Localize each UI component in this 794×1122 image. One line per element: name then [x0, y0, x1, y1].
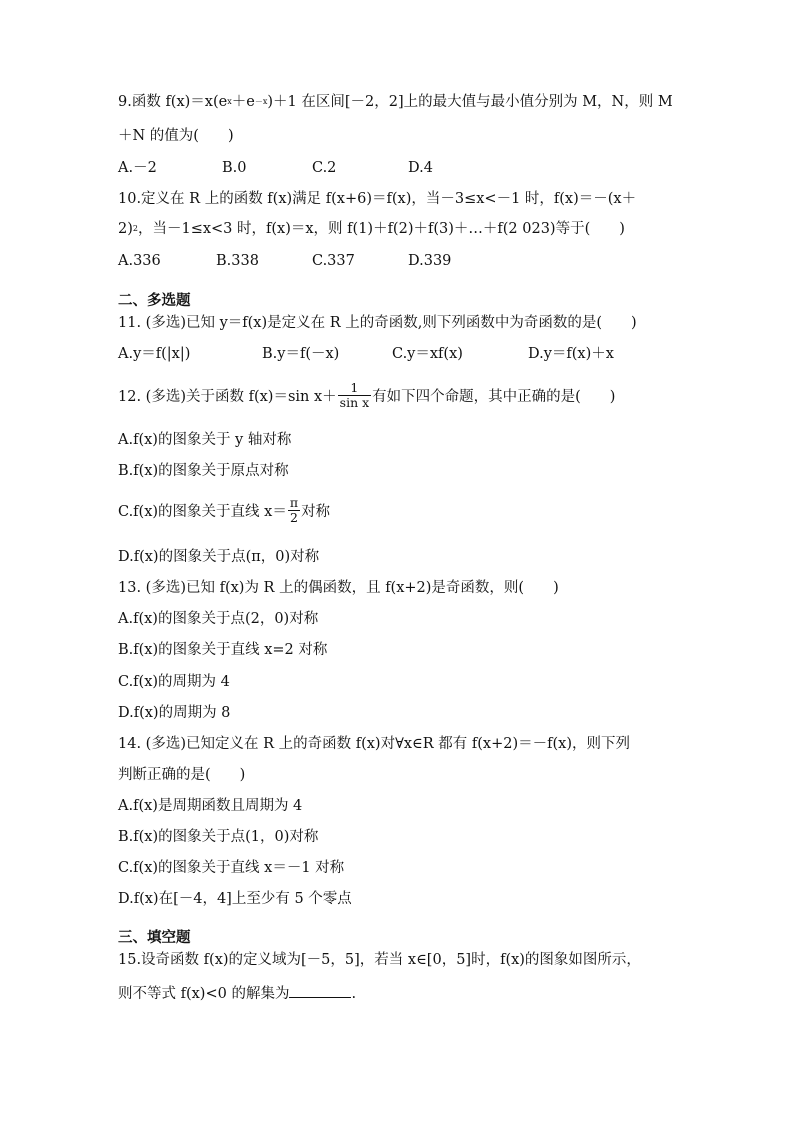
q9-text-b: ＋e	[231, 94, 255, 110]
q9-text-c: )＋1 在区间[－2，2]上的最大值与最小值分别为 M，N，则 M	[267, 94, 673, 110]
q9-option-d: D.4	[408, 160, 433, 176]
q13-option-b: B.f(x)的图象关于直线 x=2 对称	[118, 642, 328, 658]
q9-text-a: 9.函数 f(x)＝x(e	[118, 94, 228, 110]
answer-blank[interactable]	[289, 983, 351, 998]
q10-option-a: A.336	[118, 253, 161, 269]
q12-option-d: D.f(x)的图象关于点(π，0)对称	[118, 549, 320, 565]
q13-option-a: A.f(x)的图象关于点(2，0)对称	[118, 611, 319, 627]
section-heading-fill-blank: 三、填空题	[118, 930, 191, 946]
q13-line1: 13. (多选)已知 f(x)为 R 上的偶函数，且 f(x+2)是奇函数，则( )	[118, 580, 559, 596]
q14-option-d: D.f(x)在[－4，4]上至少有 5 个零点	[118, 891, 352, 907]
q14-option-b: B.f(x)的图象关于点(1，0)对称	[118, 829, 319, 845]
q14-line1: 14. (多选)已知定义在 R 上的奇函数 f(x)对∀x∈R 都有 f(x+2)＝－f(x)，则下列	[118, 736, 630, 752]
q9-option-a: A.－2	[118, 160, 157, 176]
q14-line2: 判断正确的是( )	[118, 767, 246, 783]
q9-line2: ＋N 的值为( )	[118, 128, 234, 144]
q12-option-c-denominator: 2	[289, 509, 298, 525]
q14-option-a: A.f(x)是周期函数且周期为 4	[118, 798, 303, 814]
q15-line1: 15.设奇函数 f(x)的定义域为[－5，5]，若当 x∈[0，5]时，f(x)的图象如图所示，	[118, 952, 641, 968]
q9-option-c: C.2	[312, 160, 337, 176]
q11-line1: 11. (多选)已知 y＝f(x)是定义在 R 上的奇函数,则下列函数中为奇函数的是( )	[118, 315, 637, 331]
q9-option-b: B.0	[222, 160, 247, 176]
section-heading-multi-choice: 二、多选题	[118, 293, 191, 309]
q10-option-d: D.339	[408, 253, 452, 269]
q14-option-c: C.f(x)的图象关于直线 x＝－1 对称	[118, 860, 345, 876]
q15-text-a: 则不等式 f(x)<0 的解集为	[118, 986, 290, 1002]
q12-option-c-text-a: C.f(x)的图象关于直线 x＝	[118, 504, 287, 520]
q10-text-b: ，当－1≤x<3 时，f(x)＝x，则 f(1)＋f(2)＋f(3)＋…＋f(2 023)等于( )	[137, 221, 625, 237]
q10-option-c: C.337	[312, 253, 355, 269]
q10-exp: 2	[132, 224, 138, 233]
q15-line2	[118, 983, 356, 1004]
q12-option-b: B.f(x)的图象关于原点对称	[118, 463, 289, 479]
q12-fraction-numerator: 1	[338, 381, 372, 396]
q12-text-a: 12. (多选)关于函数 f(x)＝sin x＋	[118, 389, 337, 405]
q12-option-a: A.f(x)的图象关于 y 轴对称	[118, 432, 292, 448]
q12-option-c-numerator: π	[289, 494, 299, 510]
q11-option-d: D.y＝f(x)＋x	[528, 346, 614, 362]
q9-exp-b: －x	[254, 97, 268, 106]
q13-option-c: C.f(x)的周期为 4	[118, 674, 230, 690]
q12-fraction	[338, 381, 372, 410]
q11-option-a: A.y＝f(|x|)	[118, 346, 191, 362]
q11-option-b: B.y＝f(－x)	[262, 346, 340, 362]
q12-option-c	[118, 496, 330, 528]
q12-option-c-text-b: 对称	[301, 504, 331, 520]
q12-line1	[118, 381, 615, 413]
q12-option-c-fraction	[288, 496, 300, 525]
q11-option-c: C.y＝xf(x)	[392, 346, 463, 362]
q13-option-d: D.f(x)的周期为 8	[118, 705, 231, 721]
q12-fraction-denominator: sin x	[339, 394, 370, 410]
q9-exp-a: x	[227, 97, 232, 106]
q10-text-a: 2)	[118, 221, 133, 237]
q12-text-b: 有如下四个命题，其中正确的是( )	[372, 389, 616, 405]
q10-line2	[118, 219, 625, 241]
q9-line1	[118, 92, 673, 114]
q10-line1: 10.定义在 R 上的函数 f(x)满足 f(x+6)＝f(x)，当－3≤x<－1 时，f(x)＝－(x＋	[118, 191, 637, 207]
q10-option-b: B.338	[216, 253, 259, 269]
q15-text-b: .	[351, 986, 357, 1002]
